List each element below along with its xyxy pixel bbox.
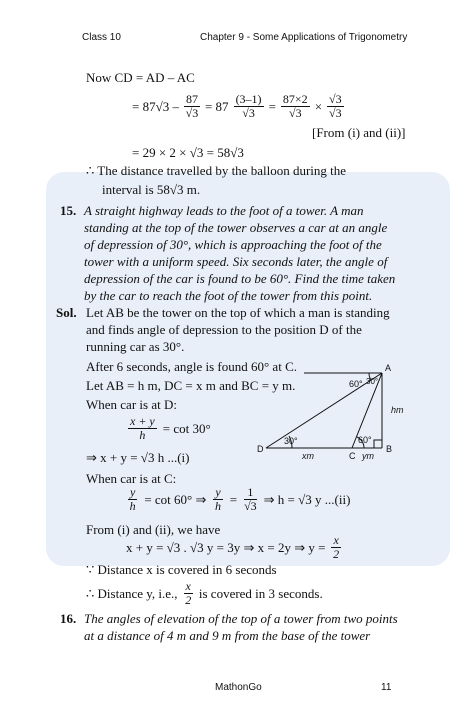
point-c-label: C [349, 451, 356, 461]
tower-triangle-diagram [252, 360, 412, 464]
expr-part: ⇒ h = √3 y ...(ii) [263, 491, 351, 507]
page-number: 11 [381, 682, 392, 693]
fraction [128, 415, 157, 442]
fraction [327, 93, 344, 120]
question-text-line: tower with a uniform speed. Six seconds later, the angle of [84, 254, 388, 269]
denominator: h [129, 499, 136, 513]
denominator: h [215, 499, 222, 513]
line-now-cd: Now CD = AD – AC [86, 70, 195, 85]
fraction [281, 93, 310, 120]
denominator: √3 [329, 106, 342, 120]
numerator: (3–1) [235, 92, 262, 106]
chapter-label: Chapter 9 - Some Applications of Trigonometry [200, 32, 408, 43]
expr-part: × [314, 98, 323, 114]
equation-cot30 [126, 415, 211, 442]
distance-y-label: ym [362, 451, 374, 461]
question-text-line: of depression of 30°, which is approaching the foot of the [84, 237, 382, 252]
numerator: y [215, 485, 221, 499]
numerator: y [130, 485, 136, 499]
expr-part: is covered in 3 seconds. [198, 585, 323, 601]
numerator: x + y [130, 414, 155, 428]
denominator: h [139, 428, 146, 442]
solution-line: Let AB = h m, DC = x m and BC = y m. [86, 378, 296, 393]
expr-part: x + y = √3 . √3 y = 3y ⇒ x = 2y ⇒ y = [126, 539, 326, 555]
fraction [244, 486, 257, 513]
solution-line: and finds angle of depression to the position D of the [86, 322, 362, 337]
question-text-line: The angles of elevation of the top of a tower from two points [84, 611, 398, 626]
solution-line: running car as 30°. [86, 339, 185, 354]
reference-note: [From (i) and (ii)] [312, 125, 406, 140]
denominator: √3 [289, 106, 302, 120]
fraction [213, 486, 222, 513]
line-cd-expansion [132, 93, 346, 120]
solution-label: Sol. [56, 305, 77, 320]
question-text-line: at a distance of 4 m and 9 m from the base of the tower [84, 628, 371, 643]
expr-part: = [268, 98, 276, 114]
angle-label: 60° [349, 379, 363, 389]
therefore-line [86, 580, 323, 607]
solution-line: Let AB be the tower on the top of which a man is standing [86, 305, 390, 320]
height-label: hm [391, 405, 404, 415]
question-text-line: A straight highway leads to the foot of a tower. A man [84, 203, 364, 218]
point-b-label: B [386, 444, 393, 454]
class-label: Class 10 [82, 32, 121, 43]
question-number: 16. [60, 611, 77, 626]
fraction [128, 486, 137, 513]
angle-label: 30° [284, 436, 298, 446]
expr-part: = cot 60° ⇒ [144, 491, 207, 507]
expr-part: = cot 30° [162, 420, 211, 436]
because-line: ∵ Distance x is covered in 6 seconds [86, 562, 277, 577]
equation-cot60 [126, 486, 350, 513]
question-text-line: depression of the car is found to be 60°. Find the time taken [84, 271, 396, 286]
expr-part: = 87 [204, 98, 229, 114]
solution-line: From (i) and (ii), we have [86, 522, 221, 537]
point-d-label: D [257, 444, 264, 454]
numerator: 87×2 [282, 92, 308, 106]
expr-part: = 87√3 – [132, 98, 179, 114]
conclusion-line: ∴ The distance travelled by the balloon during the [86, 163, 347, 178]
numerator: x [333, 533, 339, 547]
conclusion-line-2: interval is 58√3 m. [102, 182, 201, 197]
distance-x-label: xm [302, 451, 314, 461]
solution-line: When car is at C: [86, 471, 177, 486]
expr-part: = [229, 491, 238, 507]
fraction [184, 93, 200, 120]
numerator: √3 [329, 92, 342, 106]
fraction [184, 580, 193, 607]
question-text-line: by the car to reach the foot of the tower from this point. [84, 288, 373, 303]
equation-i: ⇒ x + y = √3 h ...(i) [86, 450, 190, 465]
denominator: √3 [185, 106, 199, 120]
solution-line: After 6 seconds, angle is found 60° at C. [86, 359, 297, 374]
angle-label: 30° [366, 377, 379, 386]
denominator: √3 [242, 106, 255, 120]
denominator: 2 [333, 547, 340, 561]
fraction [234, 93, 264, 120]
expr-part: ∴ Distance y, i.e., [86, 585, 178, 601]
fraction [331, 534, 340, 561]
point-a-label: A [385, 363, 392, 373]
line-result: = 29 × 2 × √3 = 58√3 [132, 145, 244, 160]
numerator: 87 [185, 92, 198, 106]
angle-label: 60° [358, 435, 372, 445]
numerator: x [185, 579, 191, 593]
denominator: √3 [244, 499, 257, 513]
numerator: 1 [244, 486, 257, 500]
question-number: 15. [60, 203, 77, 218]
solution-line: When car is at D: [86, 397, 177, 412]
footer-brand: MathonGo [215, 682, 262, 693]
equation-combined [126, 534, 343, 561]
question-text-line: standing at the top of the tower observes a car at an angle [84, 220, 388, 235]
denominator: 2 [185, 593, 192, 607]
